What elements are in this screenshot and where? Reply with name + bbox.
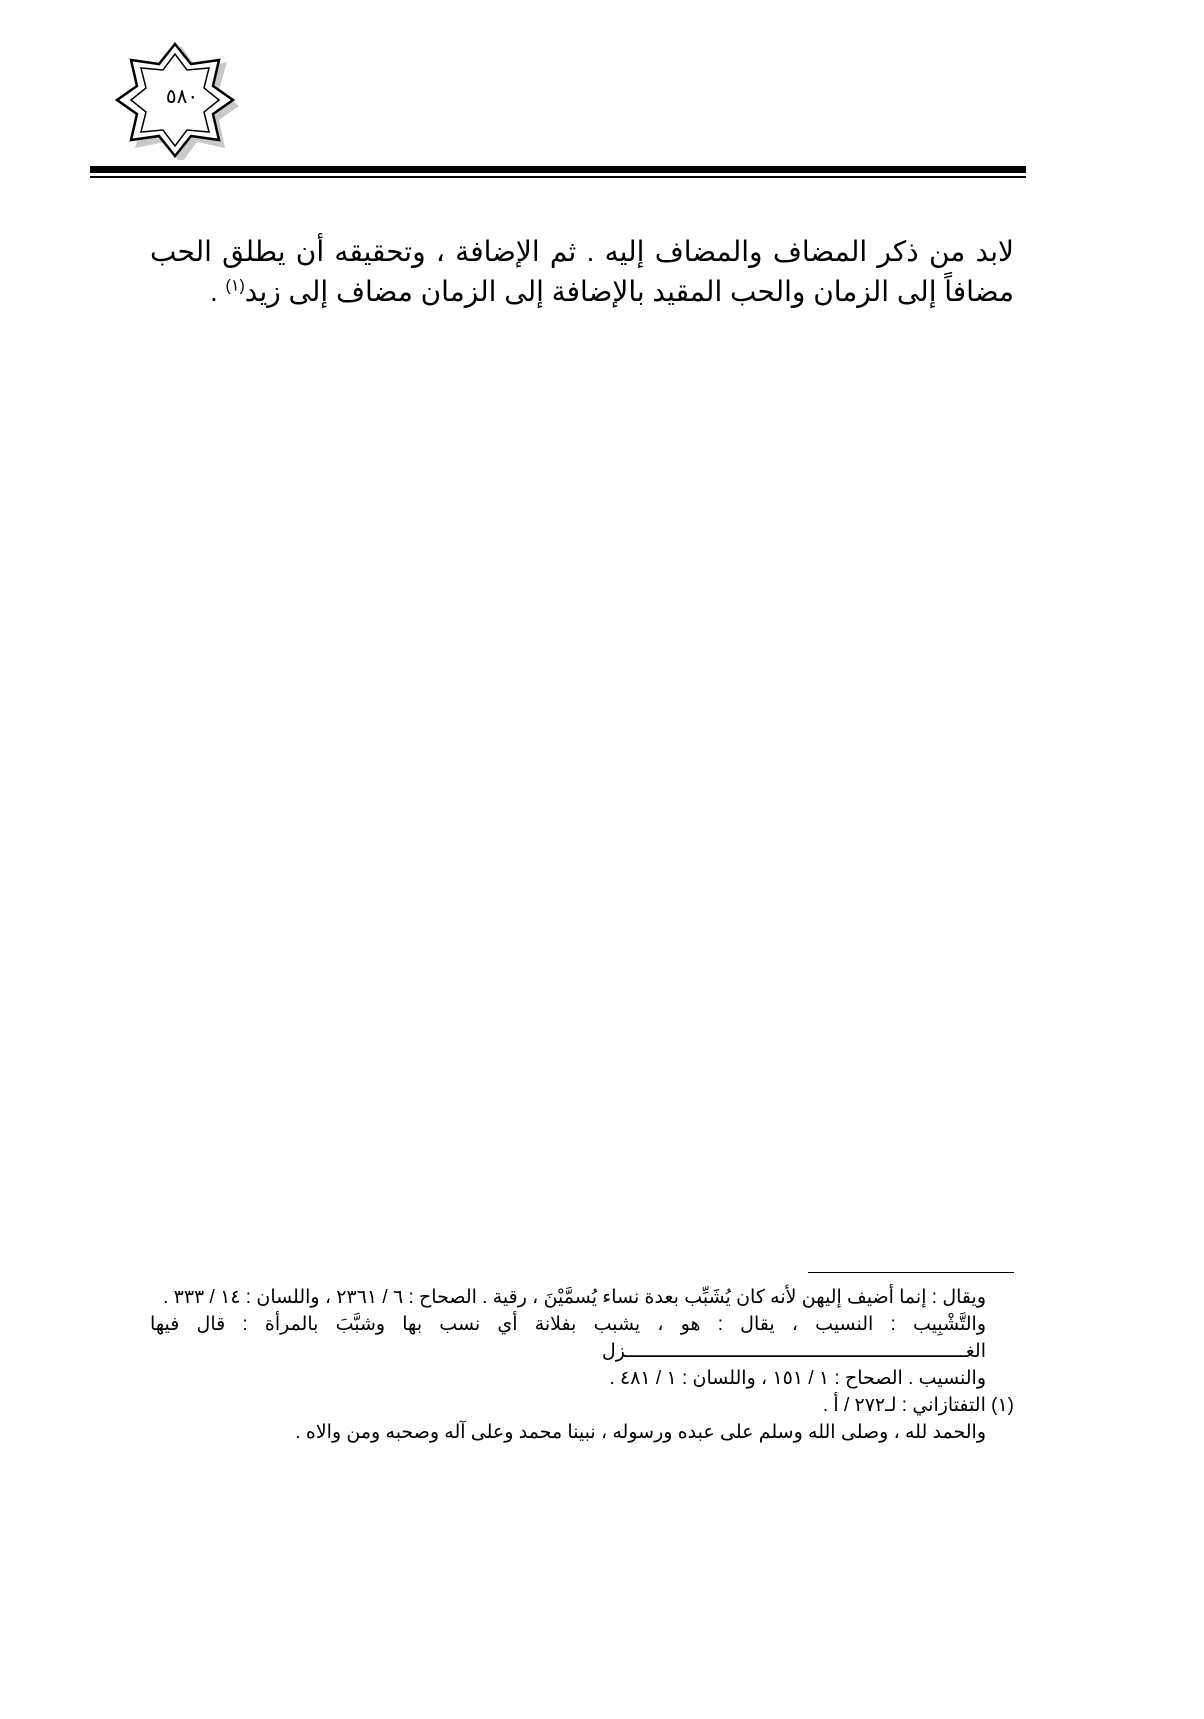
footnote-divider (808, 1272, 1014, 1273)
footnotes-section (150, 1284, 1014, 1446)
footnote-line: ويقال : إنما أضيف إليهن لأنه كان يُشَبِّب بعدة نساء يُسمَّيْنَ ، رقية . الصحاح : ٦ / ٢٣٦١ ، واللسان : ١٤ / ٣٣٣ . (163, 1287, 986, 1308)
paragraph-end: . (209, 276, 226, 307)
header-divider (90, 166, 1026, 178)
footnote-reference: (١) (225, 277, 245, 295)
footnote-line: والتَّشْبِيب : النسيب ، يقال : هو ، يشبب بفلانة أي نسب بها وشبَّبَ بالمرأة : قال فيها الغـــــــــــــــــــــــــــــــــــــــــــــــــــــــــــــزل (150, 1314, 986, 1362)
footnote-line: والنسيب . الصحاح : ١ / ١٥١ ، واللسان : ١ / ٤٨١ . (609, 1368, 986, 1389)
footnote-line: (١) التفتازاني : لـ٢٧٢ / أ . (822, 1395, 1014, 1416)
paragraph-text: لابد من ذكر المضاف والمضاف إليه . ثم الإضافة ، وتحقيقه أن يطلق الحب مضافاً إلى الزمان والحب المقيد بالإضافة إلى الزمان مضاف إلى زيد (150, 236, 1014, 307)
page-number: ٥٨٠ (165, 86, 199, 108)
footnote-line: والحمد لله ، وصلى الله وسلم على عبده ورسوله ، نبينا محمد وعلى آله وصحبه ومن والاه . (295, 1422, 986, 1443)
main-paragraph (150, 232, 1014, 312)
